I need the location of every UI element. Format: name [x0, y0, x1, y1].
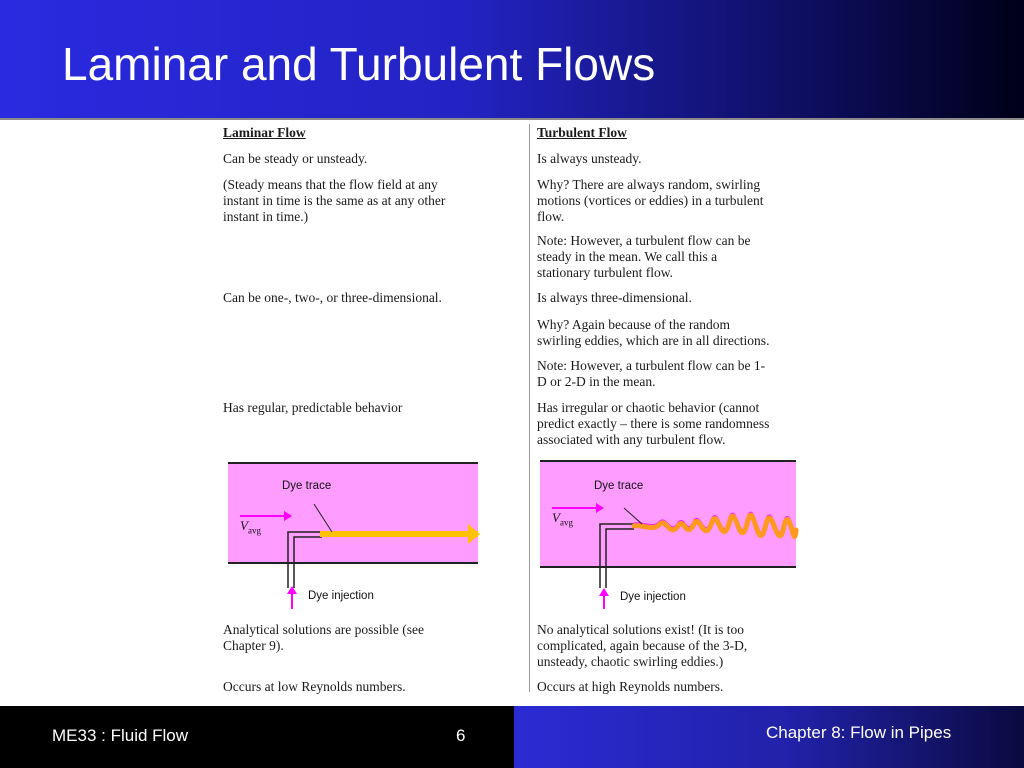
- dye-trace-pointer: [624, 508, 642, 524]
- laminar-item: Can be one-, two-, or three-dimensional.: [223, 290, 442, 305]
- laminar-item: Can be steady or unsteady.: [223, 151, 368, 166]
- injection-arrowhead-icon: [599, 588, 609, 596]
- turbulent-dye-drawing: [534, 452, 804, 612]
- turbulent-flow-diagram: [534, 452, 804, 612]
- dye-trace-arrowhead-icon: [468, 524, 480, 544]
- turbulent-item: Note: However, a turbulent flow can be steady in the mean. We call this a stationary turbulent flow.: [537, 233, 751, 280]
- dye-trace-label: Dye trace: [594, 480, 644, 492]
- dye-trace-label: Dye trace: [282, 480, 332, 492]
- dye-injection-label: Dye injection: [308, 590, 374, 602]
- turbulent-item: Has irregular or chaotic behavior (cannot predict exactly – there is some randomness associated with any turbulent flow.: [537, 400, 770, 447]
- laminar-item: (Steady means that the flow field at any instant in time is the same as at any other instant in time.): [223, 177, 446, 224]
- page-number: 6: [456, 726, 466, 745]
- turbulent-item: Is always three-dimensional.: [537, 290, 692, 305]
- laminar-flow-diagram: [222, 456, 482, 612]
- turbulent-header: Turbulent Flow: [537, 125, 627, 140]
- turbulent-dye-trace: [634, 515, 796, 536]
- laminar-header: Laminar Flow: [223, 125, 306, 140]
- footer: [0, 706, 1024, 768]
- footer-course: ME33 : Fluid Flow: [52, 726, 189, 745]
- column-divider: [529, 124, 530, 692]
- slide-title: Laminar and Turbulent Flows: [62, 38, 656, 90]
- laminar-item: Has regular, predictable behavior: [223, 400, 403, 415]
- velocity-label: $V_{avg}$: [240, 518, 261, 536]
- turbulent-item: No analytical solutions exist! (It is too complicated, again because of the 3-D, unsteady, chaotic swirling eddies.): [537, 622, 748, 669]
- dye-injection-label: Dye injection: [620, 591, 686, 603]
- turbulent-item: Note: However, a turbulent flow can be 1- D or 2-D in the mean.: [537, 358, 766, 389]
- laminar-item: Occurs at low Reynolds numbers.: [223, 679, 406, 694]
- title-bar: [0, 0, 1024, 120]
- turbulent-item: Why? Again because of the random swirling eddies, which are in all directions.: [537, 317, 770, 348]
- velocity-arrowhead-icon: [284, 511, 292, 521]
- slide-content: [0, 120, 1024, 706]
- footer-chapter-panel: [514, 706, 1024, 768]
- velocity-arrowhead-icon: [596, 503, 604, 513]
- turbulent-item: Occurs at high Reynolds numbers.: [537, 679, 724, 694]
- turbulent-item: Is always unsteady.: [537, 151, 642, 166]
- laminar-dye-drawing: [222, 456, 482, 612]
- injection-tube-icon: [288, 532, 322, 588]
- injection-tube-icon: [600, 524, 634, 588]
- dye-trace-pointer: [314, 504, 332, 532]
- velocity-label: $V_{avg}$: [552, 510, 573, 528]
- laminar-dye-trace: [320, 531, 478, 537]
- footer-chapter: Chapter 8: Flow in Pipes: [766, 723, 952, 742]
- turbulent-item: Why? There are always random, swirling motions (vortices or eddies) in a turbulent flow.: [537, 177, 764, 224]
- laminar-item: Analytical solutions are possible (see Chapter 9).: [223, 622, 424, 653]
